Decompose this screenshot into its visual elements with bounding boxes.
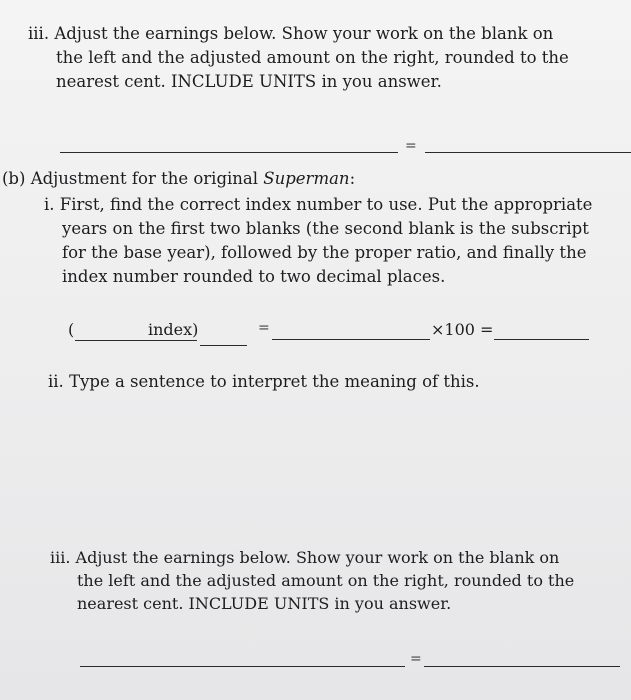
- question-b-iii: [50, 546, 620, 615]
- answer-blank[interactable]: [425, 152, 631, 153]
- open-paren: (: [68, 320, 75, 339]
- question-b-heading: [2, 167, 602, 191]
- heading-prefix: Adjustment for the original: [30, 169, 264, 188]
- question-text-line: nearest cent. INCLUDE UNITS in you answer.: [77, 594, 452, 613]
- item-marker: i.: [44, 195, 55, 214]
- question-text-line: First, find the correct index number to use. Put the appropriate: [59, 195, 593, 214]
- question-text-line: for the base year), followed by the proper ratio, and finally the: [62, 243, 587, 262]
- question-text: Type a sentence to interpret the meaning of this.: [69, 372, 480, 391]
- question-text-line: Adjust the earnings below. Show your work on the blank on: [75, 548, 560, 567]
- question-text-line: Adjust the earnings below. Show your work on the blank on: [54, 24, 554, 43]
- item-marker: iii.: [50, 548, 71, 567]
- equals-sign: =: [258, 320, 270, 336]
- year-blank[interactable]: [75, 340, 197, 341]
- section-marker: (b): [2, 169, 26, 188]
- item-marker: iii.: [28, 24, 50, 43]
- movie-title: Superman: [263, 169, 350, 188]
- question-text-line: years on the first two blanks (the second blank is the subscript: [62, 219, 589, 238]
- index-result-blank[interactable]: [494, 339, 589, 340]
- question-b-ii: [48, 370, 588, 394]
- question-text-line: nearest cent. INCLUDE UNITS in you answer.: [56, 72, 442, 91]
- equals-sign: =: [405, 138, 417, 154]
- answer-blank[interactable]: [424, 666, 620, 667]
- heading-suffix: :: [349, 169, 356, 188]
- times-100: ×100 =: [431, 320, 494, 339]
- work-blank[interactable]: [80, 666, 405, 667]
- question-text-line: the left and the adjusted amount on the right, rounded to the: [77, 571, 575, 590]
- base-year-subscript-blank[interactable]: [200, 345, 247, 346]
- index-label: index): [148, 320, 199, 339]
- item-marker: ii.: [48, 372, 64, 391]
- equals-sign: =: [410, 651, 422, 667]
- work-blank[interactable]: [60, 152, 398, 153]
- question-text-line: index number rounded to two decimal places.: [62, 267, 446, 286]
- ratio-blank[interactable]: [272, 339, 430, 340]
- question-text-line: the left and the adjusted amount on the right, rounded to the: [56, 48, 569, 67]
- question-a-iii: [28, 22, 588, 94]
- question-b-i: [44, 193, 619, 289]
